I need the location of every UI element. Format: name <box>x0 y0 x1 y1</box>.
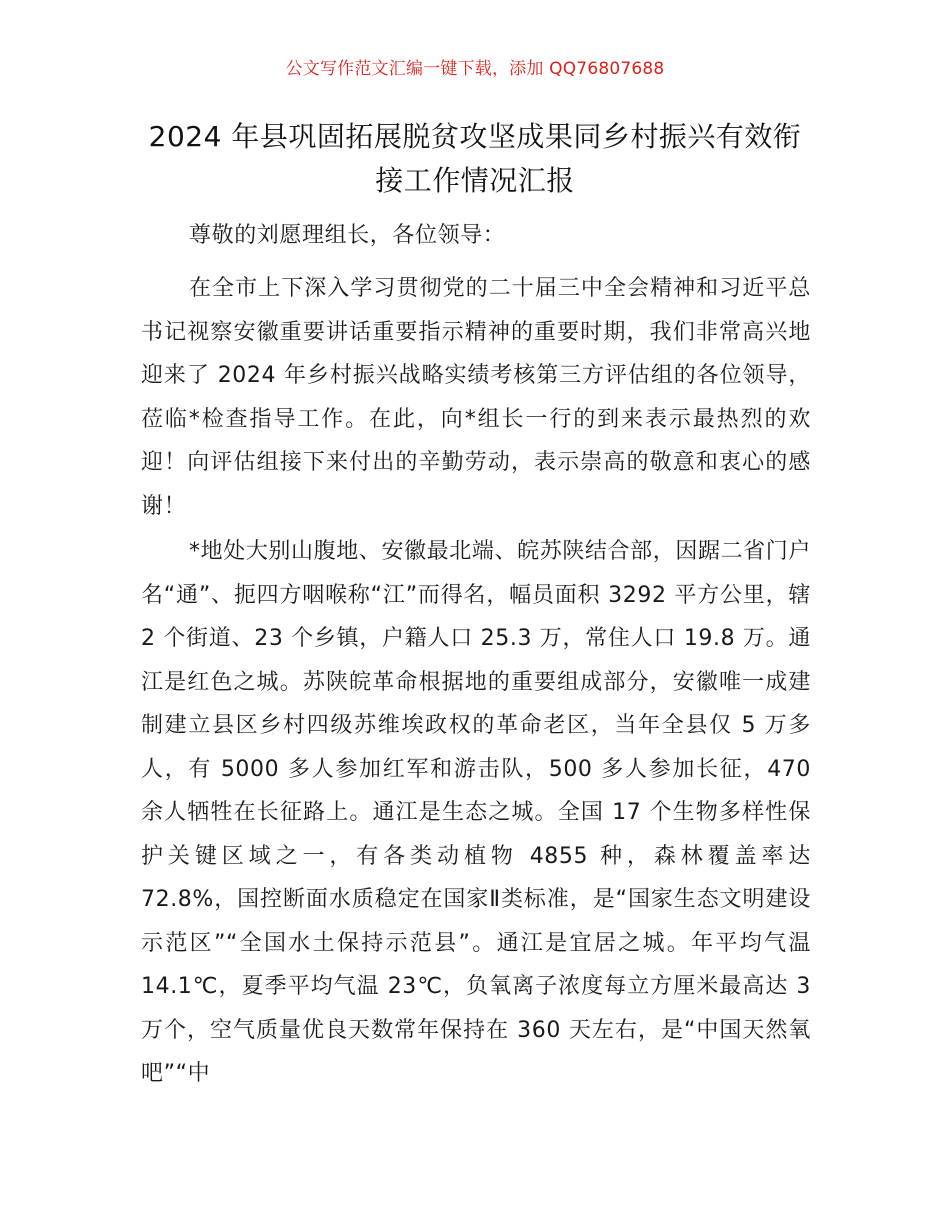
paragraph-county-overview: *地处大别山腹地、安徽最北端、皖苏陕结合部，因踞二省门户名“通”、扼四方咽喉称“江”而得名，幅员面积 3292 平方公里，辖 2 个街道、23 个乡镇，户籍人口 25.3 万，常住人口 19.8 万。通江是红色之城。苏陕皖革命根据地的重要组成部分，安徽唯一成建制建立县区乡村四级苏维埃政权的革命老区，当年全县仅 5 万多人，有 5000 多人参加红军和游击队，500 多人参加长征，470 余人牺牲在长征路上。通江是生态之城。全国 17 个生物多样性保护关键区域之一，有各类动植物 4855 种，森林覆盖率达 72.8%，国控断面水质稳定在国家Ⅱ类标准，是“国家生态文明建设示范区”“全国水土保持示范县”。通江是宜居之城。年平均气温 14.1℃，夏季平均气温 23℃，负氧离子浓度每立方厘米最高达 3 万个，空气质量优良天数常年保持在 360 天左右，是“中国天然氧吧”“中 <box>141 539 811 1086</box>
document-title: 2024 年县巩固拓展脱贫攻坚成果同乡村振兴有效衔接工作情况汇报 <box>148 120 802 197</box>
paragraph-welcome: 在全市上下深入学习贯彻党的二十届三中全会精神和习近平总书记视察安徽重要讲话重要指示精神的重要时期，我们非常高兴地迎来了 2024 年乡村振兴战略实绩考核第三方评估组的各位领导，莅临*检查指导工作。在此，向*组长一行的到来表示最热烈的欢迎！向评估组接下来付出的辛勤劳动，表示崇高的敬意和衷心的感谢！ <box>141 276 811 519</box>
salutation: 尊敬的刘愿理组长，各位领导： <box>189 223 506 248</box>
download-notice: 公文写作范文汇编一键下载，添加 QQ76807688 <box>285 59 665 79</box>
